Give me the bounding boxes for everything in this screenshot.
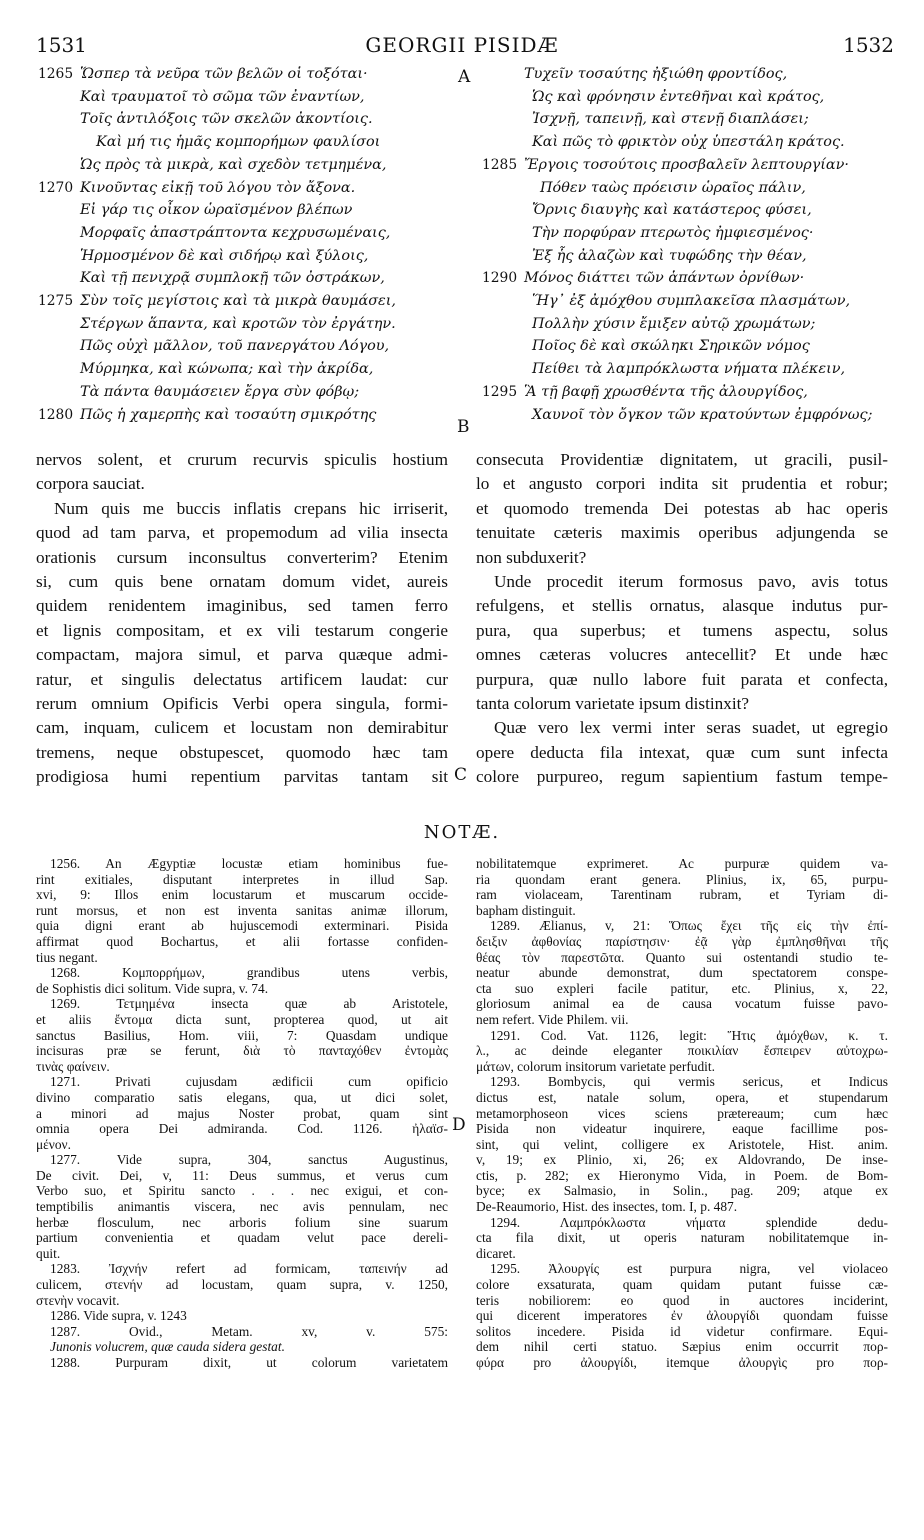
verse-number: 1285 <box>482 156 518 173</box>
greek-verse-line: Ἥγ᾽ ἐξ ἀμόχθου συμπλακεῖσα πλασμάτων, <box>532 293 851 309</box>
note-line: omnia opera Dei admiranda. Cod. 1126. ἠλαϊσ- <box>36 1121 448 1137</box>
margin-letter-b: B <box>457 417 470 437</box>
greek-verse-line: Μορφαῖς ἀπαστράπτοντα κεχρυσωμέναις, <box>80 224 391 241</box>
latin-line: ratur, et singulis delectatus artificem laudat: cur <box>36 669 448 689</box>
verse-number: 1275 <box>38 293 74 309</box>
note-line: metamorphoseon vices sciens prætereaum; cum hæc <box>476 1105 888 1121</box>
note-line: 1291. Cod. Vat. 1126, legit: Ἥτις ἀμόχθων, κ. τ. <box>490 1027 888 1043</box>
note-line: qui dicerent imperatores ἐν ἀλουργίδι quondam fuisse <box>476 1308 888 1324</box>
note-line: teris nobiliorem: eo quod in auctores inciderint, <box>476 1292 888 1308</box>
note-line: partium convenientia et quadam velut pace dereli- <box>36 1230 448 1246</box>
latin-line: lo et angusto corpori indita sit prudentia et robur; <box>476 474 888 494</box>
greek-verse-line: Πόθεν ταὼς πρόεισιν ὡραῖος πάλιν, <box>540 179 806 196</box>
note-line: μάτων, colorum insitorum varietate perfudit. <box>476 1058 715 1074</box>
note-line: De-Reaumorio, Hist. des insectes, tom. I, p. 487. <box>476 1199 738 1215</box>
note-line: θέας τὸν παρεστῶτα. Quanto sui ostentandi studio te- <box>476 949 888 965</box>
verse-number: 1295 <box>482 383 518 400</box>
note-line: divino comparatio satis elegans, qua, ut dici solet, <box>36 1089 448 1105</box>
greek-verse-line: Πῶς ἡ χαμερπὴς καὶ τοσαύτη σμικρότης <box>80 406 377 423</box>
latin-line: rerum omnium Opificis Verbi opera singula, formi- <box>36 694 448 714</box>
note-line: runt morsus, et non est inventa sanitas animæ illorum, <box>36 902 448 918</box>
latin-line: tremens, neque obstupescet, quomodo hæc tam <box>36 742 448 762</box>
greek-verse-line: Κινοῦντας εἰκῇ τοῦ λόγου τὸν ἄξονα. <box>80 179 356 196</box>
note-line: ctis, p. 282; ex Hieronymo Vida, in Poem. de Bom- <box>476 1167 888 1183</box>
latin-line: et quomodo tremenda Dei potestas ab hac operis <box>476 498 888 518</box>
latin-line: corpora sauciat. <box>36 474 145 494</box>
note-line: xvi, 9: Illos enim locustarum et muscarum occide- <box>36 887 448 903</box>
note-line: sanctus Basilius, Hom. viii, 7: Quasdam undique <box>36 1027 448 1043</box>
latin-line: compactam, majora simul, et parva quæque admi- <box>36 645 448 665</box>
note-line: 1268. Κομπορρήμων, grandibus utens verbis, <box>50 965 448 981</box>
latin-line: prodigiosa humi repentium parvitas tantam sit <box>36 767 448 787</box>
latin-line: colore purpureo, regum sapientium fastum tempe- <box>476 767 888 787</box>
greek-verse-line: Καὶ τραυματοῖ τὸ σῶμα τῶν ἐναντίων, <box>80 88 365 105</box>
note-line: cta suo expleri facile patitur, etc. Plinius, x, 22, <box>476 980 888 996</box>
latin-line: tanta colorum varietate ipsum distinxit? <box>476 694 750 714</box>
notes-left-column <box>36 856 448 1371</box>
note-line: nobilitatemque exprimeret. Ac purpuræ quidem va- <box>476 856 888 871</box>
greek-verse-line: Ὡς καὶ φρόνησιν ἐντεθῆναι καὶ κράτος, <box>532 88 825 105</box>
latin-line: quidem renidentem imaginibus, sed tamen ferro <box>36 596 448 616</box>
note-line: nem refert. Vide Philem. vii. <box>476 1011 629 1027</box>
note-line: incisuras præ se ferunt, διὰ τὸ πανταχόθεν ἐντομὰς <box>36 1043 448 1059</box>
left-page-number: 1531 <box>36 33 87 57</box>
note-line: 1256. An Ægyptiæ locustæ etiam hominibus fue- <box>50 856 448 871</box>
latin-line: et lignis compositam, et ex vili testarum congerie <box>36 620 448 640</box>
greek-verse-line: Ὥσπερ τὰ νεῦρα τῶν βελῶν οἱ τοξόται· <box>80 66 368 82</box>
verse-number: 1270 <box>38 179 74 196</box>
note-line: 1293. Bombycis, qui vermis sericus, et Indicus <box>490 1074 888 1090</box>
note-line: 1271. Privati cujusdam ædificii cum opificio <box>50 1074 448 1090</box>
note-line: 1269. Τετμημένα insecta quæ ab Aristotele, <box>50 996 448 1012</box>
latin-line: non subduxerit? <box>476 547 587 567</box>
note-line: 1287. Ovid., Metam. xv, v. 575: <box>50 1323 448 1339</box>
margin-letter-a: A <box>458 67 471 87</box>
right-page-number: 1532 <box>843 33 894 57</box>
note-line: Verbo suo, et Spiritu sancto . . . nec exigui, et con- <box>36 1183 448 1199</box>
greek-verse-line: Στέργων ἅπαντα, καὶ κροτῶν τὸν ἐργάτην. <box>80 315 396 332</box>
greek-verse-line: Ὡς πρὸς τὰ μικρὰ, καὶ σχεδὸν τετμημένα, <box>80 156 387 173</box>
margin-letter-d: D <box>452 1115 466 1135</box>
latin-line: opere deducta fila intexat, quæ cum sunt infecta <box>476 742 888 762</box>
latin-line: Quæ vero lex vermi inter seras suadet, ut egregio <box>494 718 888 738</box>
latin-line: purpura, quæ nullo labore fuit parata et confecta, <box>476 669 888 689</box>
note-line: 1289. Ælianus, v, 21: Ὅπως ἔχει τῆς εἰς τὴν ἐπί- <box>490 918 888 934</box>
note-line: v, 19; ex Plinio, xi, 26; ex Aldovrando, De inse- <box>476 1152 888 1168</box>
note-line: affirmat quod Bochartus, et alii fortasse confiden- <box>36 933 448 949</box>
greek-verse-line: Ἰσχνῇ, ταπεινῇ, καὶ στενῇ διαπλάσει; <box>532 111 809 128</box>
note-line: quit. <box>36 1245 61 1261</box>
latin-line: refulgens, et stellis ornatus, alasque indutus pur- <box>476 596 888 616</box>
note-line: ria quondam erant genera. Plinius, ix, 65, purpu- <box>476 871 888 887</box>
note-line: temptibilis animantis viscera, nec avis pennulam, nec <box>36 1199 448 1215</box>
note-line: quia digni erant ab hujuscemodi exterminari. Pisida <box>36 918 448 934</box>
note-line: de Sophistis dici solitum. Vide supra, v. 74. <box>36 980 269 996</box>
running-title: GEORGII PISIDÆ <box>365 33 559 57</box>
note-line: gloriosum animal ea de causa vocatum fuisse pavo- <box>476 996 888 1012</box>
note-line: δειξιν ἀφθονίας παρίστησιν· ἐᾷ γὰρ ἐμπλησθῆναι τῆς <box>476 933 888 949</box>
greek-verse-line: Μόνος διάττει τῶν ἁπάντων ὀρνίθων· <box>524 270 805 287</box>
verse-number: 1280 <box>38 406 74 423</box>
greek-verse-line: Μύρμηκα, καὶ κώνωπα; καὶ τὴν ἀκρίδα, <box>80 361 374 378</box>
latin-line: Num quis me buccis inflatis crepans hic irriserit, <box>54 498 448 518</box>
latin-translation-right <box>476 448 888 790</box>
note-line: τινὰς φαίνειν. <box>36 1058 110 1074</box>
latin-line: pura, qua superbus; et tumens aspectu, solus <box>476 620 888 640</box>
note-line: μένον. <box>36 1136 71 1152</box>
note-line: 1283. Ἰσχνήν refert ad formicam, ταπεινήν ad <box>50 1261 448 1277</box>
note-line: 1294. Λαμπρόκλωστα νήματα splendide dedu- <box>490 1214 888 1230</box>
note-line: στενὴν vocavit. <box>36 1292 120 1308</box>
greek-verse-line: Τυχεῖν τοσαύτης ἠξιώθη φροντίδος, <box>524 66 788 82</box>
note-line: dicaret. <box>476 1245 516 1261</box>
note-line: φύρα pro ἀλουργίδι, itemque ἀλουργὶς pro πορ- <box>476 1355 888 1370</box>
latin-line: si, cum quis bene ornatam domum videt, aureis <box>36 572 448 592</box>
greek-verse-line: Καὶ μή τις ἡμᾶς κομπορήμων φαυλίσοι <box>96 134 381 151</box>
note-line: bapham distinguit. <box>476 902 576 918</box>
verse-number: 1265 <box>38 66 74 82</box>
note-line: neatur abunde demonstrat, dum spectatorem conspe- <box>476 965 888 981</box>
note-line: dem nihil certi statuo. Sæpius enim occurrit πορ- <box>476 1339 888 1355</box>
note-line: dictus est, natale solum, opera, et stupendarum <box>476 1089 888 1105</box>
greek-verse-line: Ἐξ ἧς ἀλαζὼν καὶ τυφώδης τὴν θέαν, <box>532 247 807 264</box>
notes-right-column <box>476 856 888 1371</box>
note-line: Junonis volucrem, quæ cauda sidera gestat. <box>50 1339 285 1355</box>
note-line: 1288. Purpuram dixit, ut colorum varietatem <box>50 1355 448 1370</box>
note-line: tius negant. <box>36 949 98 965</box>
note-line: sint, qui velint, colligere ex Aristotele, Hist. anim. <box>476 1136 888 1152</box>
note-line: 1295. Ἀλουργίς est purpura nigra, vel violaceo <box>490 1261 888 1277</box>
latin-line: orationis cursum inconsultus converterim? Etenim <box>36 547 448 567</box>
greek-verse-line: Ποῖος δὲ καὶ σκώληκι Σηρικῶν νόμος <box>532 338 810 355</box>
note-line: Pisida non videatur inquirere, eaque facillime pos- <box>476 1121 888 1137</box>
latin-line: cam, inquam, culicem et locustam non demirabitur <box>36 718 448 738</box>
note-line: a minori ad majus Noster probat, quam sint <box>36 1105 448 1121</box>
margin-letter-c: C <box>454 765 468 785</box>
greek-verse-line: Σὺν τοῖς μεγίστοις καὶ τὰ μικρὰ θαυμάσει, <box>80 293 396 309</box>
verse-number: 1290 <box>482 270 518 287</box>
greek-verse-line: Πολλὴν χύσιν ἔμιξεν αὐτῷ χρωμάτων; <box>532 315 816 332</box>
greek-verse-line: Τοῖς ἀντιλόξοις τῶν σκελῶν ἀκοντίοις. <box>80 111 373 128</box>
latin-translation-left <box>36 448 448 790</box>
greek-verse-line: Τὰ πάντα θαυμάσειεν ἔργα σὺν φόβῳ; <box>80 383 360 400</box>
greek-verse-line: Τὴν πορφύραν πτερωτὸς ἠμφιεσμένος· <box>532 224 814 241</box>
greek-verse-line: Πῶς οὐχὶ μᾶλλον, τοῦ πανεργάτου Λόγου, <box>80 338 390 355</box>
notes-heading: NOTÆ. <box>423 822 501 843</box>
greek-verse-line: Ἃ τῇ βαφῇ χρωσθέντα τῆς ἀλουργίδος, <box>524 383 808 400</box>
note-line: solitos incedere. Pisida id videtur confirmare. Equi- <box>476 1323 888 1339</box>
greek-verse-line: Ἡρμοσμένον δὲ καὶ σιδήρῳ καὶ ξύλοις, <box>80 247 369 264</box>
latin-line: consecuta Providentiæ dignitatem, ut gracili, pusil- <box>476 450 888 469</box>
note-line: byce; ex Salmasio, in Solin., pag. 209; atque ex <box>476 1183 888 1199</box>
latin-line: quod ad tam parva, et propemodum ad vilia insecta <box>36 523 448 543</box>
greek-verse-line: Ὄρνις διαυγὴς καὶ κατάστερος φύσει, <box>532 202 812 219</box>
note-line: colore exsaturata, quam quidam putant fuisse cæ- <box>476 1277 888 1293</box>
note-line: herbæ flosculum, nec arboris folium sine suarum <box>36 1214 448 1230</box>
latin-line: tenuitate cæteris maximis operibus adjungenda se <box>476 523 888 543</box>
note-line: ram violaceam, Tarentinam rubram, et Tyriam di- <box>476 887 888 903</box>
latin-line: Unde procedit iterum formosus pavo, avis totus <box>494 572 888 592</box>
greek-verse-line: Εἰ γάρ τις οἶκον ὡραϊσμένον βλέπων <box>80 202 353 219</box>
greek-verse-line: Καὶ πῶς τὸ φρικτὸν οὐχ ὑπεστάλη κράτος. <box>532 134 845 151</box>
latin-line: nervos solent, et crurum recurvis spiculis hostium <box>36 450 448 469</box>
note-line: cta fila dixit, ut operis naturam nobilitatemque in- <box>476 1230 888 1246</box>
note-line: rint exitiales, disputant interpretes in illud Sap. <box>36 871 448 887</box>
note-line: 1277. Vide supra, 304, sanctus Augustinus, <box>50 1152 448 1168</box>
greek-verse-line: Καὶ τῇ πενιχρᾷ συμπλοκῇ τῶν ὀστράκων, <box>80 270 385 287</box>
greek-verse-line: Χαυνοῖ τὸν ὄγκον τῶν κρατούντων ἐμφρόνως; <box>532 406 873 423</box>
note-line: culicem, στενήν ad locustam, quam supra, v. 1250, <box>36 1277 448 1293</box>
greek-verse-line: Πείθει τὰ λαμπρόκλωστα νήματα πλέκειν, <box>532 361 846 378</box>
note-line: De civit. Dei, v, 11: Deus summus, et verus cum <box>36 1167 448 1183</box>
note-line: λ., ac deinde eleganter ποικιλίαν ἔσπειρεν αὐτοχρω- <box>476 1043 888 1059</box>
greek-verse-line: Ἔργοις τοσούτοις προσβαλεῖν λεπτουργίαν· <box>524 156 849 173</box>
note-line: et aliis ἔντομα dicta sunt, propterea quod, ut ait <box>36 1011 448 1027</box>
note-line: 1286. Vide supra, v. 1243 <box>50 1308 187 1324</box>
latin-line: omnes cæteras volucres antecellit? Et unde hæc <box>476 645 888 665</box>
